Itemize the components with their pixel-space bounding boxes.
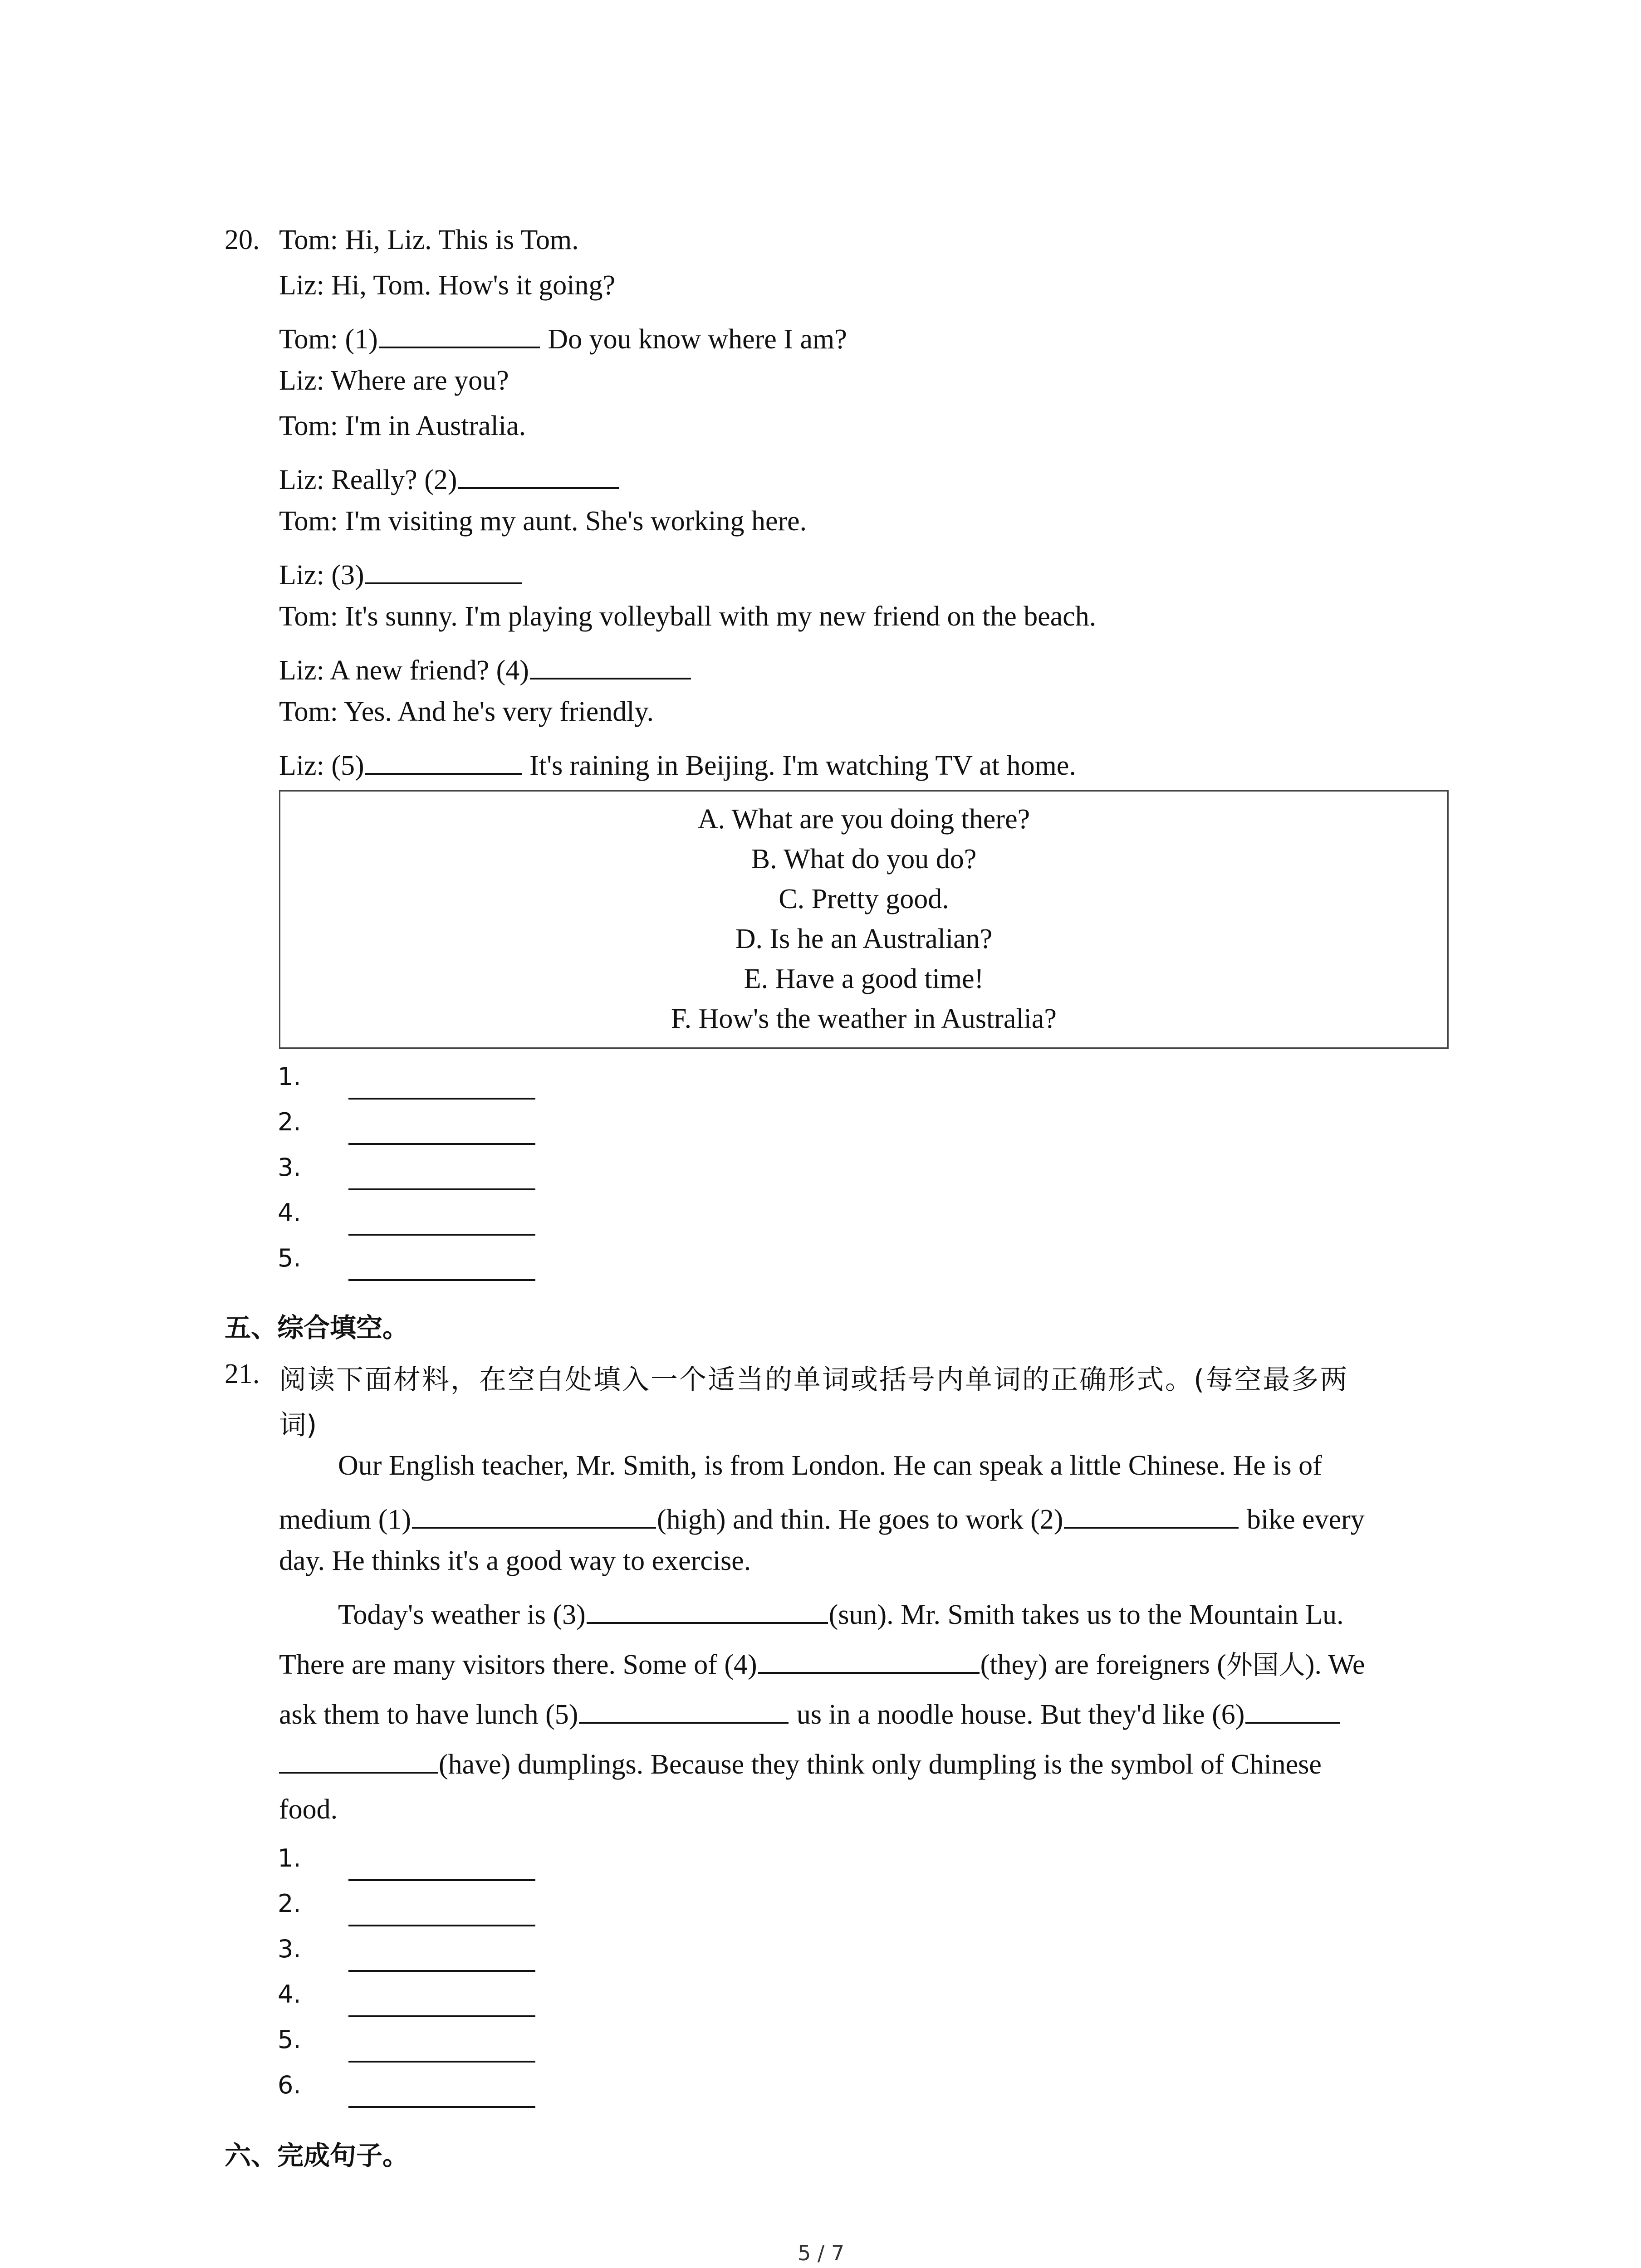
- answer-label-20-4: 4.: [278, 1198, 301, 1227]
- dialog-line-3: [279, 321, 847, 353]
- answer-line-20-1[interactable]: [348, 1098, 535, 1100]
- answer-label-21-4: 4.: [278, 1980, 301, 2009]
- answer-line-21-6[interactable]: [348, 2106, 535, 2108]
- answer-line-21-1[interactable]: [348, 1879, 535, 1881]
- paragraph-1-line-1: Our English teacher, Mr. Smith, is from London. He can speak a little Chinese. He is of: [338, 1450, 1322, 1481]
- blank-20-4[interactable]: [530, 652, 691, 679]
- blank-20-3[interactable]: [365, 557, 522, 584]
- option-d: D. Is he an Australian?: [735, 924, 993, 954]
- p2-l1-start: Today's weather is (3): [338, 1599, 586, 1630]
- option-a: A. What are you doing there?: [697, 804, 1030, 835]
- answer-label-21-3: 3.: [278, 1935, 301, 1963]
- p1-l2-mid: (high) and thin. He goes to work (2): [657, 1504, 1063, 1535]
- section-6-heading: 六、完成句子。: [225, 2140, 409, 2171]
- dialog-line-12-start: Liz: (5): [279, 750, 364, 781]
- answer-label-21-1: 1.: [278, 1844, 301, 1872]
- question-number-20: 20.: [225, 225, 260, 255]
- dialog-line-10: [279, 652, 692, 684]
- p2-l2-start: There are many visitors there. Some of (4): [279, 1649, 757, 1680]
- dialog-line-11: Tom: Yes. And he's very friendly.: [279, 696, 654, 727]
- answer-line-20-3[interactable]: [348, 1188, 535, 1190]
- answer-line-21-4[interactable]: [348, 2015, 535, 2017]
- p2-l3-start: ask them to have lunch (5): [279, 1699, 578, 1730]
- dialog-line-4: Liz: Where are you?: [279, 365, 509, 396]
- answer-label-21-2: 2.: [278, 1889, 301, 1918]
- dialog-line-8-text: Liz: (3): [279, 559, 364, 591]
- answer-label-20-2: 2.: [278, 1108, 301, 1136]
- dialog-line-1: Tom: Hi, Liz. This is Tom.: [279, 225, 579, 255]
- blank-20-5[interactable]: [365, 748, 522, 775]
- dialog-line-12-end: It's raining in Beijing. I'm watching TV at home.: [529, 750, 1076, 781]
- option-b: B. What do you do?: [751, 844, 977, 875]
- p2-l1-end: (sun). Mr. Smith takes us to the Mountain Lu.: [828, 1599, 1344, 1630]
- answer-label-20-1: 1.: [278, 1062, 301, 1091]
- p2-l2-cjk: 外国人: [1226, 1649, 1305, 1680]
- blank-21-6b[interactable]: [279, 1746, 438, 1774]
- answer-label-21-6: 6.: [278, 2071, 301, 2099]
- page-number: 5 / 7: [798, 2241, 845, 2265]
- answer-line-20-2[interactable]: [348, 1143, 535, 1145]
- paragraph-2-line-4: [279, 1746, 1322, 1779]
- paragraph-1-line-2: [279, 1501, 1365, 1534]
- paragraph-2-line-1: [338, 1597, 1344, 1629]
- blank-21-5[interactable]: [579, 1696, 789, 1724]
- blank-20-2[interactable]: [458, 462, 619, 489]
- answer-label-20-5: 5.: [278, 1244, 301, 1272]
- option-e: E. Have a good time!: [744, 963, 984, 994]
- answer-line-21-5[interactable]: [348, 2061, 535, 2063]
- dialog-line-2: Liz: Hi, Tom. How's it going?: [279, 270, 616, 301]
- p1-l2-end: bike every: [1246, 1504, 1365, 1535]
- blank-21-6a[interactable]: [1245, 1696, 1340, 1724]
- dialog-line-5: Tom: I'm in Australia.: [279, 411, 526, 441]
- paragraph-2-line-5: food.: [279, 1794, 338, 1825]
- answer-label-20-3: 3.: [278, 1153, 301, 1182]
- p2-l4-text: (have) dumplings. Because they think only dumpling is the symbol of Chinese: [439, 1749, 1322, 1780]
- blank-21-3[interactable]: [587, 1597, 828, 1624]
- paragraph-2-line-2: [279, 1647, 1365, 1679]
- answer-line-20-5[interactable]: [348, 1279, 535, 1281]
- q21-instruction-2: 词): [279, 1409, 317, 1441]
- dialog-line-6: [279, 462, 620, 494]
- answer-label-21-5: 5.: [278, 2025, 301, 2054]
- blank-21-2[interactable]: [1064, 1501, 1239, 1529]
- option-c: C. Pretty good.: [779, 884, 949, 914]
- answer-line-20-4[interactable]: [348, 1234, 535, 1236]
- dialog-line-9: Tom: It's sunny. I'm playing volleyball with my new friend on the beach.: [279, 601, 1097, 632]
- answer-line-21-3[interactable]: [348, 1970, 535, 1972]
- blank-21-4[interactable]: [758, 1647, 980, 1674]
- paragraph-2-line-3: [279, 1696, 1341, 1729]
- dialog-line-3-end: Do you know where I am?: [548, 323, 847, 355]
- option-f: F. How's the weather in Australia?: [671, 1003, 1057, 1034]
- answer-line-21-2[interactable]: [348, 1925, 535, 1926]
- dialog-line-6-text: Liz: Really? (2): [279, 464, 457, 495]
- paragraph-1-line-3: day. He thinks it's a good way to exercise.: [279, 1545, 751, 1576]
- p2-l3-end: us in a noodle house. But they'd like (6): [796, 1699, 1245, 1730]
- dialog-line-10-text: Liz: A new friend? (4): [279, 655, 529, 686]
- options-box: [279, 790, 1449, 1049]
- q21-instruction-1: 阅读下面材料，在空白处填入一个适当的单词或括号内单词的正确形式。(每空最多两: [279, 1364, 1349, 1396]
- p1-l2-start: medium (1): [279, 1504, 411, 1535]
- section-5-heading: 五、综合填空。: [225, 1312, 409, 1343]
- dialog-line-8: [279, 557, 523, 589]
- question-number-21: 21.: [225, 1359, 260, 1389]
- blank-20-1[interactable]: [379, 321, 540, 348]
- blank-21-1[interactable]: [412, 1501, 656, 1529]
- dialog-line-12: [279, 748, 1076, 780]
- dialog-line-3-start: Tom: (1): [279, 323, 378, 355]
- p2-l2-mid: (they) are foreigners (: [980, 1649, 1226, 1680]
- p2-l2-end: ). We: [1305, 1649, 1365, 1680]
- dialog-line-7: Tom: I'm visiting my aunt. She's working here.: [279, 506, 807, 537]
